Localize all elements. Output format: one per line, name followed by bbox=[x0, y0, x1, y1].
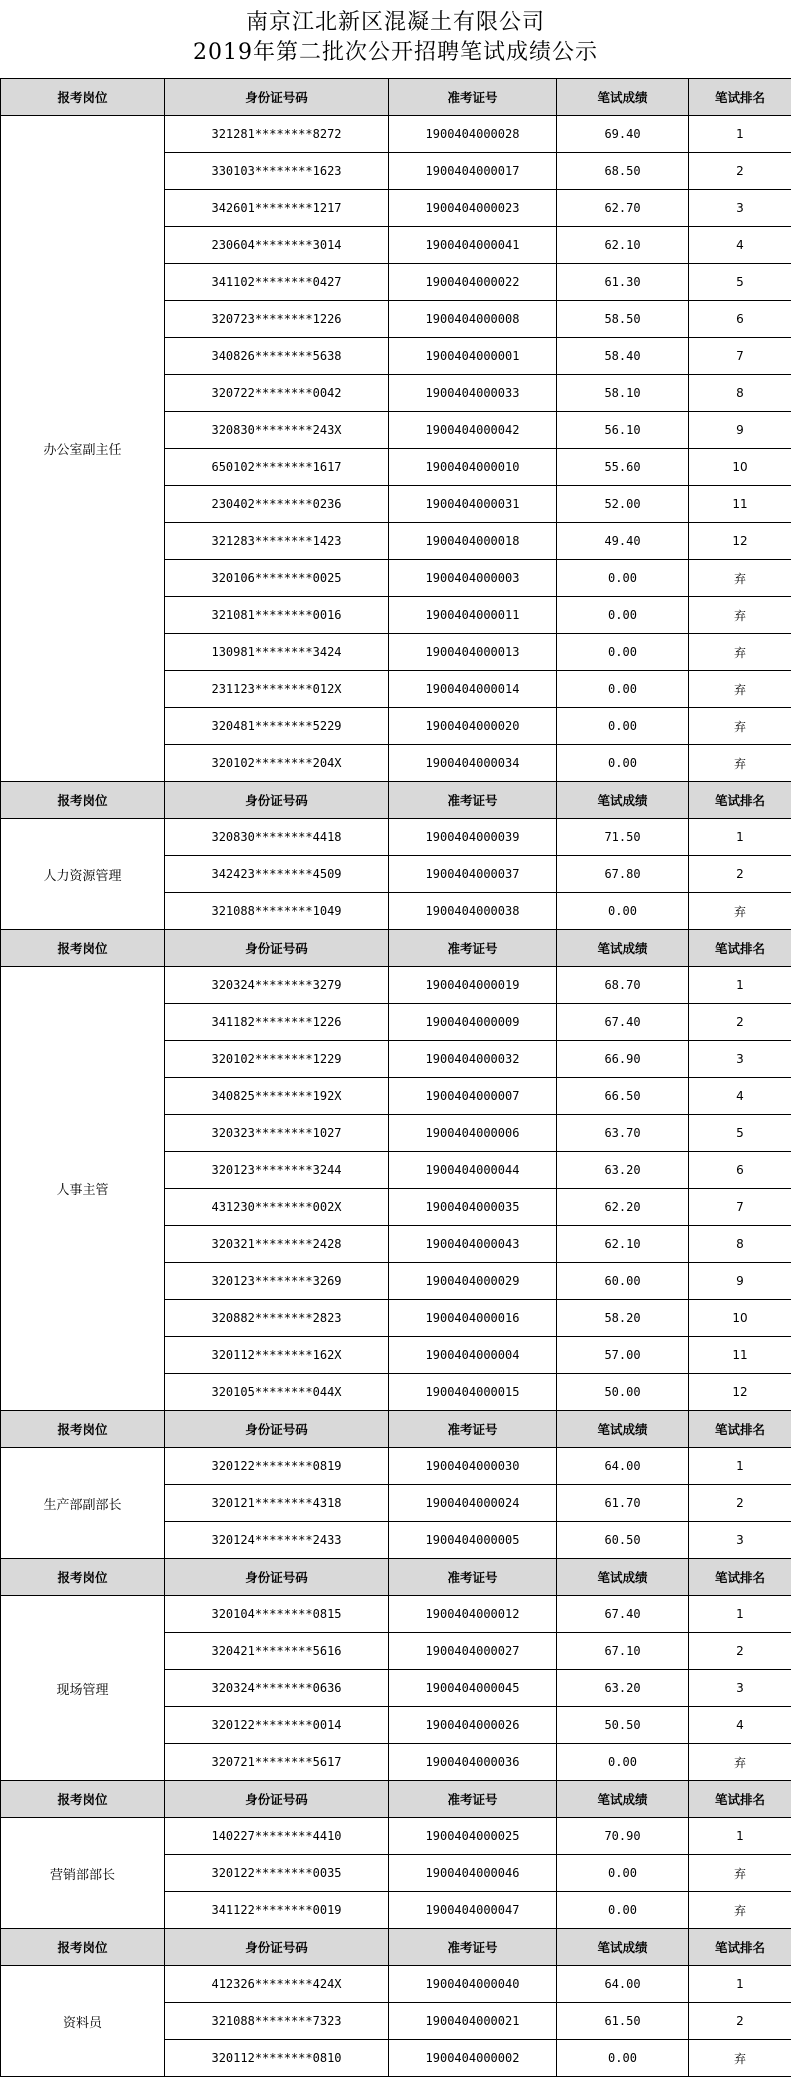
header-position: 报考岗位 bbox=[1, 1781, 165, 1818]
position-cell: 资料员 bbox=[1, 1966, 165, 2077]
rank-cell: 11 bbox=[689, 486, 791, 523]
rank-cell: 弃 bbox=[689, 634, 791, 671]
exam-number-cell: 1900404000006 bbox=[389, 1115, 557, 1152]
exam-number-cell: 1900404000040 bbox=[389, 1966, 557, 2003]
header-exam-number: 准考证号 bbox=[389, 1559, 557, 1596]
rank-cell: 1 bbox=[689, 819, 791, 856]
id-number-cell: 320324********3279 bbox=[165, 967, 389, 1004]
exam-number-cell: 1900404000029 bbox=[389, 1263, 557, 1300]
position-cell: 人力资源管理 bbox=[1, 819, 165, 930]
exam-number-cell: 1900404000022 bbox=[389, 264, 557, 301]
rank-cell: 弃 bbox=[689, 560, 791, 597]
id-number-cell: 320102********204X bbox=[165, 745, 389, 782]
score-cell: 67.40 bbox=[557, 1004, 689, 1041]
score-cell: 62.10 bbox=[557, 227, 689, 264]
rank-cell: 6 bbox=[689, 1152, 791, 1189]
header-id-number: 身份证号码 bbox=[165, 1781, 389, 1818]
header-score: 笔试成绩 bbox=[557, 1781, 689, 1818]
rank-cell: 6 bbox=[689, 301, 791, 338]
score-cell: 64.00 bbox=[557, 1448, 689, 1485]
header-exam-number: 准考证号 bbox=[389, 1781, 557, 1818]
header-position: 报考岗位 bbox=[1, 1411, 165, 1448]
table-header-row bbox=[1, 1411, 791, 1448]
header-position: 报考岗位 bbox=[1, 1559, 165, 1596]
exam-number-cell: 1900404000003 bbox=[389, 560, 557, 597]
exam-number-cell: 1900404000042 bbox=[389, 412, 557, 449]
header-rank: 笔试排名 bbox=[689, 1929, 791, 1966]
exam-number-cell: 1900404000043 bbox=[389, 1226, 557, 1263]
position-cell: 生产部副部长 bbox=[1, 1448, 165, 1559]
header-rank: 笔试排名 bbox=[689, 1781, 791, 1818]
id-number-cell: 320104********0815 bbox=[165, 1596, 389, 1633]
position-cell: 营销部部长 bbox=[1, 1818, 165, 1929]
rank-cell: 弃 bbox=[689, 1855, 791, 1892]
score-cell: 50.00 bbox=[557, 1374, 689, 1411]
rank-cell: 弃 bbox=[689, 2040, 791, 2077]
id-number-cell: 320321********2428 bbox=[165, 1226, 389, 1263]
score-cell: 62.20 bbox=[557, 1189, 689, 1226]
rank-cell: 弃 bbox=[689, 597, 791, 634]
exam-number-cell: 1900404000023 bbox=[389, 190, 557, 227]
header-exam-number: 准考证号 bbox=[389, 1411, 557, 1448]
score-cell: 0.00 bbox=[557, 2040, 689, 2077]
score-cell: 63.20 bbox=[557, 1670, 689, 1707]
id-number-cell: 412326********424X bbox=[165, 1966, 389, 2003]
exam-number-cell: 1900404000002 bbox=[389, 2040, 557, 2077]
id-number-cell: 320421********5616 bbox=[165, 1633, 389, 1670]
score-cell: 0.00 bbox=[557, 893, 689, 930]
rank-cell: 1 bbox=[689, 1596, 791, 1633]
header-score: 笔试成绩 bbox=[557, 1559, 689, 1596]
score-cell: 61.70 bbox=[557, 1485, 689, 1522]
announcement-title: 2019年第二批次公开招聘笔试成绩公示 bbox=[193, 40, 598, 65]
header-id-number: 身份证号码 bbox=[165, 930, 389, 967]
score-cell: 0.00 bbox=[557, 597, 689, 634]
rank-cell: 12 bbox=[689, 1374, 791, 1411]
exam-number-cell: 1900404000005 bbox=[389, 1522, 557, 1559]
id-number-cell: 330103********1623 bbox=[165, 153, 389, 190]
id-number-cell: 320122********0014 bbox=[165, 1707, 389, 1744]
table-row bbox=[1, 1966, 791, 2003]
id-number-cell: 341102********0427 bbox=[165, 264, 389, 301]
score-cell: 68.50 bbox=[557, 153, 689, 190]
id-number-cell: 321281********8272 bbox=[165, 116, 389, 153]
id-number-cell: 321283********1423 bbox=[165, 523, 389, 560]
score-cell: 58.50 bbox=[557, 301, 689, 338]
rank-cell: 4 bbox=[689, 227, 791, 264]
header-position: 报考岗位 bbox=[1, 79, 165, 116]
results-table bbox=[0, 78, 791, 2077]
score-cell: 0.00 bbox=[557, 560, 689, 597]
id-number-cell: 320112********162X bbox=[165, 1337, 389, 1374]
exam-number-cell: 1900404000045 bbox=[389, 1670, 557, 1707]
header-rank: 笔试排名 bbox=[689, 782, 791, 819]
rank-cell: 1 bbox=[689, 1966, 791, 2003]
rank-cell: 7 bbox=[689, 1189, 791, 1226]
rank-cell: 4 bbox=[689, 1078, 791, 1115]
header-id-number: 身份证号码 bbox=[165, 782, 389, 819]
id-number-cell: 140227********4410 bbox=[165, 1818, 389, 1855]
id-number-cell: 431230********002X bbox=[165, 1189, 389, 1226]
exam-number-cell: 1900404000027 bbox=[389, 1633, 557, 1670]
exam-number-cell: 1900404000013 bbox=[389, 634, 557, 671]
id-number-cell: 320124********2433 bbox=[165, 1522, 389, 1559]
table-header-row bbox=[1, 1559, 791, 1596]
rank-cell: 弃 bbox=[689, 671, 791, 708]
table-header-row bbox=[1, 1781, 791, 1818]
score-cell: 58.20 bbox=[557, 1300, 689, 1337]
score-cell: 70.90 bbox=[557, 1818, 689, 1855]
table-header-row bbox=[1, 782, 791, 819]
score-cell: 0.00 bbox=[557, 1744, 689, 1781]
id-number-cell: 320123********3269 bbox=[165, 1263, 389, 1300]
exam-number-cell: 1900404000001 bbox=[389, 338, 557, 375]
rank-cell: 2 bbox=[689, 153, 791, 190]
score-cell: 64.00 bbox=[557, 1966, 689, 2003]
score-cell: 49.40 bbox=[557, 523, 689, 560]
rank-cell: 11 bbox=[689, 1337, 791, 1374]
rank-cell: 3 bbox=[689, 1041, 791, 1078]
exam-number-cell: 1900404000031 bbox=[389, 486, 557, 523]
rank-cell: 5 bbox=[689, 1115, 791, 1152]
exam-number-cell: 1900404000047 bbox=[389, 1892, 557, 1929]
table-row bbox=[1, 1596, 791, 1633]
header-exam-number: 准考证号 bbox=[389, 1929, 557, 1966]
exam-number-cell: 1900404000030 bbox=[389, 1448, 557, 1485]
position-cell: 办公室副主任 bbox=[1, 116, 165, 782]
id-number-cell: 320106********0025 bbox=[165, 560, 389, 597]
exam-number-cell: 1900404000033 bbox=[389, 375, 557, 412]
table-row bbox=[1, 116, 791, 153]
exam-number-cell: 1900404000010 bbox=[389, 449, 557, 486]
exam-number-cell: 1900404000008 bbox=[389, 301, 557, 338]
header-position: 报考岗位 bbox=[1, 782, 165, 819]
id-number-cell: 320123********3244 bbox=[165, 1152, 389, 1189]
header-score: 笔试成绩 bbox=[557, 1411, 689, 1448]
table-row bbox=[1, 1448, 791, 1485]
id-number-cell: 650102********1617 bbox=[165, 449, 389, 486]
rank-cell: 2 bbox=[689, 1004, 791, 1041]
exam-number-cell: 1900404000039 bbox=[389, 819, 557, 856]
exam-number-cell: 1900404000015 bbox=[389, 1374, 557, 1411]
rank-cell: 3 bbox=[689, 1670, 791, 1707]
id-number-cell: 320112********0810 bbox=[165, 2040, 389, 2077]
header-score: 笔试成绩 bbox=[557, 1929, 689, 1966]
score-cell: 68.70 bbox=[557, 967, 689, 1004]
header-id-number: 身份证号码 bbox=[165, 1411, 389, 1448]
id-number-cell: 340826********5638 bbox=[165, 338, 389, 375]
header-id-number: 身份证号码 bbox=[165, 1929, 389, 1966]
rank-cell: 9 bbox=[689, 412, 791, 449]
header-score: 笔试成绩 bbox=[557, 782, 689, 819]
score-cell: 67.80 bbox=[557, 856, 689, 893]
score-cell: 50.50 bbox=[557, 1707, 689, 1744]
exam-number-cell: 1900404000009 bbox=[389, 1004, 557, 1041]
position-cell: 现场管理 bbox=[1, 1596, 165, 1781]
id-number-cell: 320481********5229 bbox=[165, 708, 389, 745]
header-exam-number: 准考证号 bbox=[389, 930, 557, 967]
score-cell: 67.40 bbox=[557, 1596, 689, 1633]
id-number-cell: 230402********0236 bbox=[165, 486, 389, 523]
id-number-cell: 231123********012X bbox=[165, 671, 389, 708]
score-cell: 0.00 bbox=[557, 1855, 689, 1892]
id-number-cell: 320830********243X bbox=[165, 412, 389, 449]
exam-number-cell: 1900404000007 bbox=[389, 1078, 557, 1115]
score-cell: 66.50 bbox=[557, 1078, 689, 1115]
rank-cell: 4 bbox=[689, 1707, 791, 1744]
rank-cell: 7 bbox=[689, 338, 791, 375]
score-cell: 60.50 bbox=[557, 1522, 689, 1559]
table-header-row bbox=[1, 930, 791, 967]
table-row bbox=[1, 967, 791, 1004]
table-row bbox=[1, 1818, 791, 1855]
header-id-number: 身份证号码 bbox=[165, 1559, 389, 1596]
exam-number-cell: 1900404000036 bbox=[389, 1744, 557, 1781]
exam-number-cell: 1900404000018 bbox=[389, 523, 557, 560]
rank-cell: 8 bbox=[689, 375, 791, 412]
id-number-cell: 320882********2823 bbox=[165, 1300, 389, 1337]
id-number-cell: 321088********7323 bbox=[165, 2003, 389, 2040]
score-cell: 62.70 bbox=[557, 190, 689, 227]
exam-number-cell: 1900404000012 bbox=[389, 1596, 557, 1633]
id-number-cell: 130981********3424 bbox=[165, 634, 389, 671]
score-cell: 56.10 bbox=[557, 412, 689, 449]
results-table-body bbox=[1, 79, 791, 2077]
score-cell: 0.00 bbox=[557, 745, 689, 782]
exam-number-cell: 1900404000041 bbox=[389, 227, 557, 264]
rank-cell: 弃 bbox=[689, 893, 791, 930]
header-exam-number: 准考证号 bbox=[389, 79, 557, 116]
position-cell: 人事主管 bbox=[1, 967, 165, 1411]
table-header-row bbox=[1, 1929, 791, 1966]
score-cell: 0.00 bbox=[557, 708, 689, 745]
exam-number-cell: 1900404000020 bbox=[389, 708, 557, 745]
score-cell: 58.10 bbox=[557, 375, 689, 412]
rank-cell: 10 bbox=[689, 449, 791, 486]
rank-cell: 弃 bbox=[689, 1744, 791, 1781]
rank-cell: 3 bbox=[689, 1522, 791, 1559]
exam-number-cell: 1900404000017 bbox=[389, 153, 557, 190]
exam-number-cell: 1900404000034 bbox=[389, 745, 557, 782]
score-cell: 52.00 bbox=[557, 486, 689, 523]
rank-cell: 弃 bbox=[689, 1892, 791, 1929]
id-number-cell: 321081********0016 bbox=[165, 597, 389, 634]
rank-cell: 弃 bbox=[689, 745, 791, 782]
exam-number-cell: 1900404000016 bbox=[389, 1300, 557, 1337]
company-title: 南京江北新区混凝土有限公司 bbox=[245, 10, 545, 35]
header-rank: 笔试排名 bbox=[689, 1559, 791, 1596]
id-number-cell: 320721********5617 bbox=[165, 1744, 389, 1781]
id-number-cell: 341182********1226 bbox=[165, 1004, 389, 1041]
exam-number-cell: 1900404000024 bbox=[389, 1485, 557, 1522]
header-score: 笔试成绩 bbox=[557, 79, 689, 116]
score-cell: 0.00 bbox=[557, 634, 689, 671]
exam-number-cell: 1900404000019 bbox=[389, 967, 557, 1004]
rank-cell: 8 bbox=[689, 1226, 791, 1263]
score-cell: 55.60 bbox=[557, 449, 689, 486]
header-position: 报考岗位 bbox=[1, 1929, 165, 1966]
id-number-cell: 321088********1049 bbox=[165, 893, 389, 930]
exam-number-cell: 1900404000038 bbox=[389, 893, 557, 930]
id-number-cell: 320102********1229 bbox=[165, 1041, 389, 1078]
page-title bbox=[0, 0, 791, 78]
header-id-number: 身份证号码 bbox=[165, 79, 389, 116]
exam-number-cell: 1900404000011 bbox=[389, 597, 557, 634]
score-cell: 62.10 bbox=[557, 1226, 689, 1263]
rank-cell: 3 bbox=[689, 190, 791, 227]
exam-number-cell: 1900404000004 bbox=[389, 1337, 557, 1374]
score-cell: 63.70 bbox=[557, 1115, 689, 1152]
id-number-cell: 342423********4509 bbox=[165, 856, 389, 893]
header-rank: 笔试排名 bbox=[689, 79, 791, 116]
id-number-cell: 320323********1027 bbox=[165, 1115, 389, 1152]
header-rank: 笔试排名 bbox=[689, 930, 791, 967]
rank-cell: 2 bbox=[689, 2003, 791, 2040]
rank-cell: 1 bbox=[689, 1818, 791, 1855]
header-rank: 笔试排名 bbox=[689, 1411, 791, 1448]
exam-number-cell: 1900404000014 bbox=[389, 671, 557, 708]
rank-cell: 1 bbox=[689, 1448, 791, 1485]
header-position: 报考岗位 bbox=[1, 930, 165, 967]
exam-number-cell: 1900404000032 bbox=[389, 1041, 557, 1078]
header-exam-number: 准考证号 bbox=[389, 782, 557, 819]
score-cell: 66.90 bbox=[557, 1041, 689, 1078]
id-number-cell: 320121********4318 bbox=[165, 1485, 389, 1522]
score-cell: 0.00 bbox=[557, 1892, 689, 1929]
score-cell: 61.50 bbox=[557, 2003, 689, 2040]
score-cell: 61.30 bbox=[557, 264, 689, 301]
id-number-cell: 342601********1217 bbox=[165, 190, 389, 227]
id-number-cell: 320324********0636 bbox=[165, 1670, 389, 1707]
id-number-cell: 320122********0035 bbox=[165, 1855, 389, 1892]
id-number-cell: 320105********044X bbox=[165, 1374, 389, 1411]
exam-number-cell: 1900404000021 bbox=[389, 2003, 557, 2040]
score-cell: 58.40 bbox=[557, 338, 689, 375]
rank-cell: 弃 bbox=[689, 708, 791, 745]
rank-cell: 1 bbox=[689, 967, 791, 1004]
exam-number-cell: 1900404000037 bbox=[389, 856, 557, 893]
score-cell: 63.20 bbox=[557, 1152, 689, 1189]
score-cell: 0.00 bbox=[557, 671, 689, 708]
score-cell: 67.10 bbox=[557, 1633, 689, 1670]
score-cell: 71.50 bbox=[557, 819, 689, 856]
rank-cell: 5 bbox=[689, 264, 791, 301]
score-cell: 57.00 bbox=[557, 1337, 689, 1374]
rank-cell: 9 bbox=[689, 1263, 791, 1300]
rank-cell: 2 bbox=[689, 1633, 791, 1670]
id-number-cell: 320830********4418 bbox=[165, 819, 389, 856]
rank-cell: 12 bbox=[689, 523, 791, 560]
rank-cell: 2 bbox=[689, 856, 791, 893]
id-number-cell: 230604********3014 bbox=[165, 227, 389, 264]
table-header-row bbox=[1, 79, 791, 116]
id-number-cell: 320723********1226 bbox=[165, 301, 389, 338]
exam-number-cell: 1900404000046 bbox=[389, 1855, 557, 1892]
id-number-cell: 320722********0042 bbox=[165, 375, 389, 412]
rank-cell: 2 bbox=[689, 1485, 791, 1522]
exam-number-cell: 1900404000035 bbox=[389, 1189, 557, 1226]
exam-number-cell: 1900404000025 bbox=[389, 1818, 557, 1855]
rank-cell: 1 bbox=[689, 116, 791, 153]
exam-number-cell: 1900404000028 bbox=[389, 116, 557, 153]
header-score: 笔试成绩 bbox=[557, 930, 689, 967]
score-cell: 69.40 bbox=[557, 116, 689, 153]
exam-number-cell: 1900404000026 bbox=[389, 1707, 557, 1744]
exam-number-cell: 1900404000044 bbox=[389, 1152, 557, 1189]
table-row bbox=[1, 819, 791, 856]
score-cell: 60.00 bbox=[557, 1263, 689, 1300]
id-number-cell: 341122********0019 bbox=[165, 1892, 389, 1929]
id-number-cell: 320122********0819 bbox=[165, 1448, 389, 1485]
rank-cell: 10 bbox=[689, 1300, 791, 1337]
id-number-cell: 340825********192X bbox=[165, 1078, 389, 1115]
